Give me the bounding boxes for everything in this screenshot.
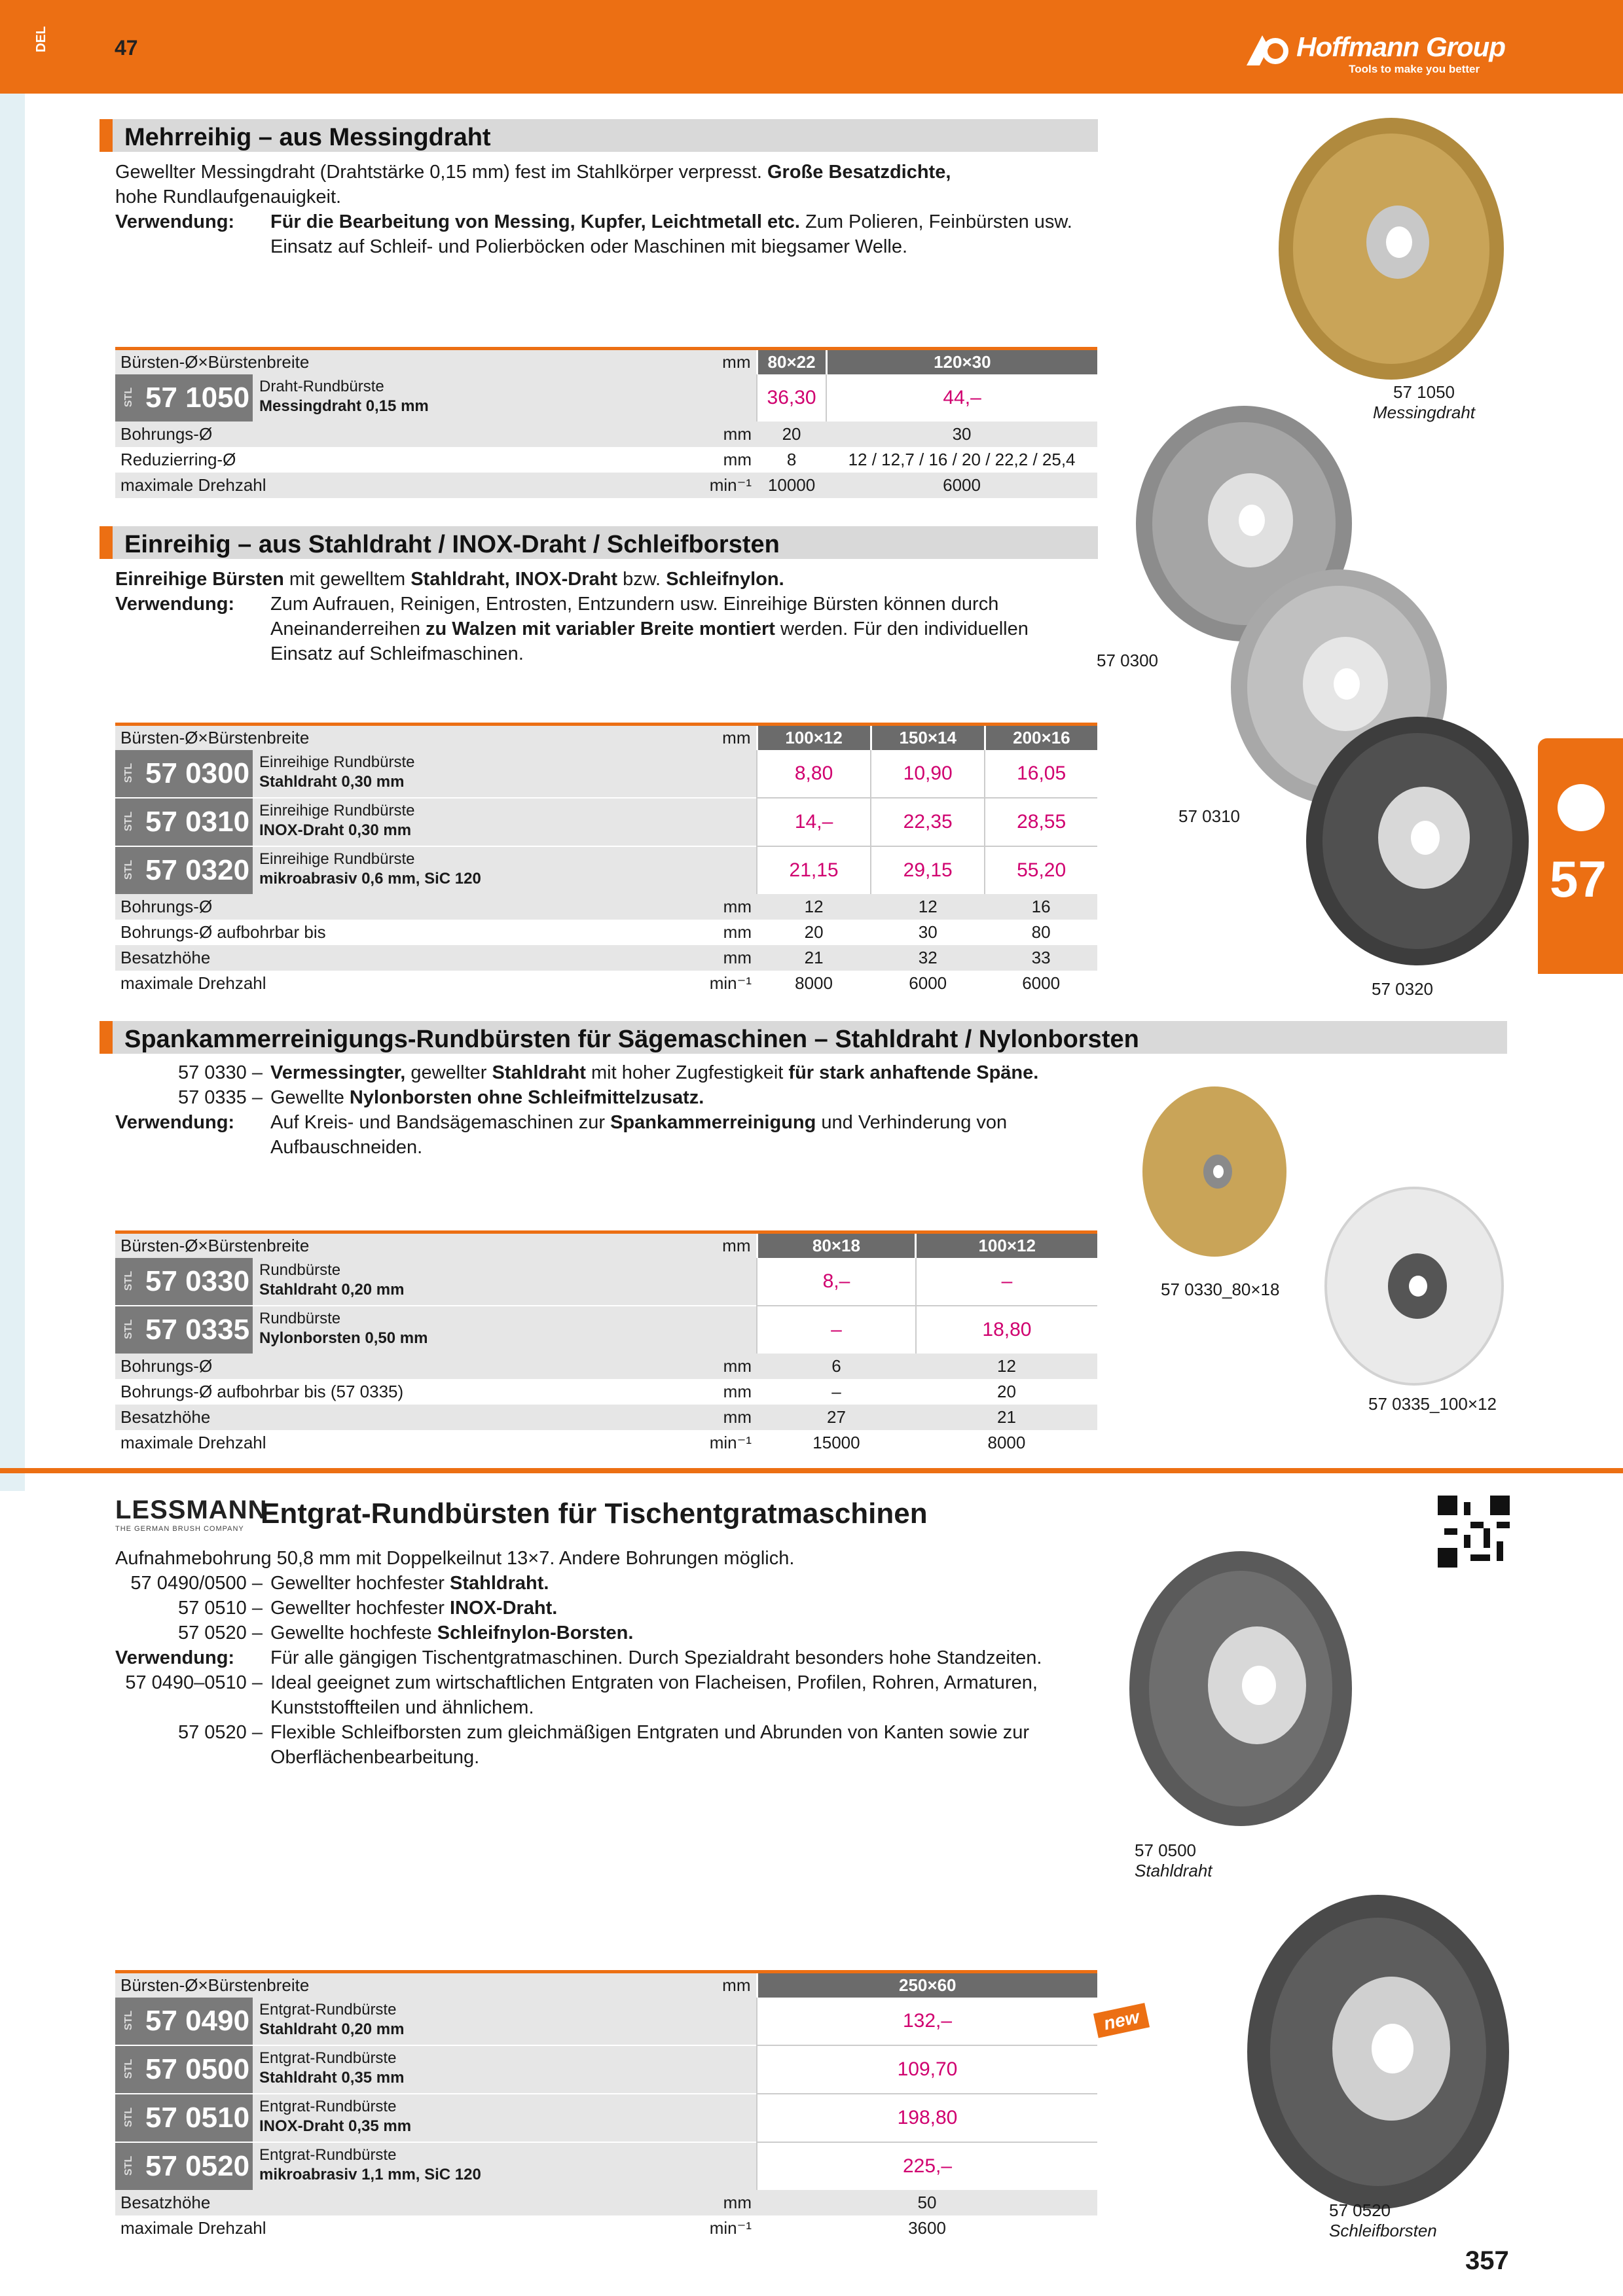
row-value: 12 — [757, 894, 871, 920]
product-image-brass-wheel — [1273, 111, 1509, 386]
price: 28,55 — [985, 798, 1097, 846]
row-unit: mm — [685, 447, 757, 473]
row-value: 21 — [916, 1405, 1097, 1430]
caption-code: 57 0500 — [1135, 1840, 1196, 1860]
product-type: Entgrat-Rundbürste — [259, 2049, 397, 2067]
product-description — [253, 2094, 418, 2142]
desc-text: Gewellter hochfester — [270, 1598, 450, 1619]
size-header: 100×12 — [916, 1232, 1097, 1258]
item-code: 57 0330 – — [177, 1062, 263, 1083]
table-head-unit: mm — [685, 349, 757, 374]
row-value: 12 — [871, 894, 985, 920]
brand-tagline: Tools to make you better — [1349, 63, 1480, 75]
logo-mark-icon — [1243, 31, 1290, 68]
table-head-label: Bürsten-Ø×Bürstenbreite — [115, 349, 685, 374]
page-top-number: 47 — [115, 36, 138, 60]
usage-text: Auf Kreis- und Bandsägemaschinen zur — [270, 1112, 611, 1133]
product-material: Stahldraht 0,35 mm — [259, 2068, 405, 2087]
row-unit: mm — [685, 2190, 757, 2215]
usage-text: Einsatz auf Schleif- und Polierböcken oder Maschinen mit biegsamer Welle. — [270, 236, 908, 257]
desc-bold: INOX-Draht. — [450, 1598, 558, 1619]
heading-accent — [100, 1021, 113, 1054]
product-cell — [115, 374, 757, 422]
stl-label: STL — [123, 387, 135, 407]
row-label: maximale Drehzahl — [115, 2215, 685, 2241]
stl-label: STL — [123, 762, 135, 783]
size-header: 120×30 — [826, 349, 1097, 374]
product-material: INOX-Draht 0,35 mm — [259, 2117, 412, 2135]
row-unit: min⁻¹ — [685, 971, 757, 996]
product-material: Nylonborsten 0,50 mm — [259, 1329, 428, 1347]
product-type: Draht-Rundbürste — [259, 377, 384, 395]
usage-text: Für alle gängigen Tischentgratmaschinen. Durch Spezialdraht besonders hohe Standzeiten. — [270, 1647, 1042, 1668]
size-header: 250×60 — [757, 1972, 1097, 1998]
desc-bold: Stahldraht, INOX-Draht — [410, 569, 618, 590]
row-label: Bohrungs-Ø — [115, 894, 685, 920]
price: 10,90 — [871, 750, 985, 798]
spec-table — [115, 1970, 1097, 2241]
product-description — [253, 847, 488, 894]
desc-text: gewellter — [405, 1062, 492, 1083]
row-value: 20 — [757, 422, 826, 447]
article-text: 57 0330 — [145, 1265, 250, 1297]
article-number[interactable] — [115, 1258, 253, 1305]
product-type: Rundbürste — [259, 1261, 341, 1279]
product-cell — [115, 798, 757, 846]
usage-text: Kunststoffteilen und ähnlichem. — [270, 1697, 534, 1718]
image-caption: 57 0300 — [1097, 651, 1158, 670]
price: 36,30 — [757, 374, 826, 422]
price: 22,35 — [871, 798, 985, 846]
spec-table — [115, 1230, 1097, 1456]
product-type: Entgrat-Rundbürste — [259, 2000, 397, 2018]
article-number[interactable] — [115, 798, 253, 846]
article-number[interactable] — [115, 374, 253, 422]
article-text: 57 0500 — [145, 2053, 250, 2085]
desc-text: Gewellte hochfeste — [270, 1623, 437, 1643]
row-unit: mm — [685, 1405, 757, 1430]
image-caption: 57 0335_100×12 — [1368, 1394, 1497, 1414]
section-divider — [0, 1468, 1623, 1473]
row-value: 27 — [757, 1405, 916, 1430]
product-description — [253, 374, 435, 422]
section-title: Entgrat-Rundbürsten für Tischentgratmaschinen — [261, 1498, 928, 1530]
row-label: maximale Drehzahl — [115, 473, 685, 498]
spec-table — [115, 723, 1097, 996]
desc-bold: für stark anhaftende Späne. — [788, 1062, 1039, 1083]
product-type: Entgrat-Rundbürste — [259, 2097, 397, 2115]
heading-accent — [100, 526, 113, 559]
row-unit: mm — [685, 920, 757, 945]
product-material: Messingdraht 0,15 mm — [259, 397, 429, 415]
article-number[interactable] — [115, 1306, 253, 1354]
product-type: Einreihige Rundbürste — [259, 850, 415, 868]
article-text: 57 0310 — [145, 805, 250, 838]
section-tab[interactable] — [1538, 738, 1623, 974]
product-cell — [115, 750, 757, 798]
product-cell — [115, 2094, 757, 2142]
row-unit: min⁻¹ — [685, 1430, 757, 1456]
row-value: 15000 — [757, 1430, 916, 1456]
desc-bold: Vermessingter, — [270, 1062, 406, 1083]
item-code: 57 0490/0500 – — [130, 1573, 263, 1594]
desc-bold: Nylonborsten ohne Schleifmittelzusatz. — [349, 1087, 704, 1108]
desc-text: Aufnahmebohrung 50,8 mm mit Doppelkeilnut 13×7. Andere Bohrungen möglich. — [115, 1548, 795, 1569]
image-caption — [1329, 2200, 1437, 2241]
product-description — [253, 1306, 434, 1354]
product-material: mikroabrasiv 1,1 mm, SiC 120 — [259, 2165, 481, 2183]
row-value: – — [757, 1379, 916, 1405]
stl-label: STL — [123, 2010, 135, 2030]
product-cell — [115, 1306, 757, 1354]
row-value: 20 — [757, 920, 871, 945]
product-image-single-row-wheels — [1123, 403, 1532, 978]
row-value: 20 — [916, 1379, 1097, 1405]
usage-bold: zu Walzen mit variabler Breite montiert — [426, 619, 775, 639]
article-number[interactable] — [115, 2094, 253, 2142]
section-title: Einreihig – aus Stahldraht / INOX-Draht / Schleifborsten — [124, 531, 780, 558]
usage-text: Aneinanderreihen — [270, 619, 426, 639]
size-header: 80×18 — [757, 1232, 916, 1258]
price: 8,– — [757, 1258, 916, 1306]
stl-label: STL — [123, 811, 135, 831]
product-material: Stahldraht 0,20 mm — [259, 1280, 405, 1299]
saw-blade-icon — [1558, 784, 1605, 831]
product-type: Rundbürste — [259, 1309, 341, 1327]
row-unit: mm — [685, 1354, 757, 1379]
stl-label: STL — [123, 2058, 135, 2079]
row-value: 50 — [757, 2190, 1097, 2215]
product-material: INOX-Draht 0,30 mm — [259, 821, 412, 839]
desc-bold: Große Besatzdichte, — [767, 162, 951, 183]
desc-text: mit gewelltem — [283, 569, 411, 590]
row-value: 80 — [985, 920, 1097, 945]
caption-code: 57 0520 — [1329, 2200, 1391, 2220]
product-cell — [115, 846, 757, 894]
lessmann-sub: THE GERMAN BRUSH COMPANY — [115, 1525, 244, 1533]
table-head-unit: mm — [685, 1232, 757, 1258]
product-description — [253, 750, 421, 797]
usage-text: werden. Für den individuellen — [775, 619, 1029, 639]
image-caption: 57 0320 — [1372, 979, 1433, 999]
product-cell — [115, 2142, 757, 2190]
usage-text: Zum Aufrauen, Reinigen, Entrosten, Entzundern usw. Einreihige Bürsten können durch — [270, 594, 999, 615]
product-description — [253, 2143, 488, 2190]
table-head-label: Bürsten-Ø×Bürstenbreite — [115, 1972, 685, 1998]
usage-label: Verwendung: — [115, 1647, 235, 1668]
article-number[interactable] — [115, 2143, 253, 2190]
article-text: 57 1050 — [145, 381, 250, 414]
desc-bold: Einreihige Bürsten — [115, 569, 284, 590]
product-type: Entgrat-Rundbürste — [259, 2145, 397, 2164]
section-description — [115, 1546, 1110, 1770]
desc-bold: Schleifnylon. — [666, 569, 784, 590]
row-unit: min⁻¹ — [685, 2215, 757, 2241]
price: 16,05 — [985, 750, 1097, 798]
row-label: Bohrungs-Ø — [115, 1354, 685, 1379]
product-description — [253, 798, 421, 846]
caption-code: 57 1050 — [1393, 382, 1455, 402]
product-description — [253, 1258, 410, 1305]
product-cell — [115, 2045, 757, 2094]
row-label: maximale Drehzahl — [115, 1430, 685, 1456]
usage-text: und Verhinderung von — [816, 1112, 1008, 1133]
usage-label: Verwendung: — [115, 211, 235, 232]
caption-name: Stahldraht — [1135, 1861, 1213, 1880]
row-value: 3600 — [757, 2215, 1097, 2241]
stl-label: STL — [123, 859, 135, 880]
article-number[interactable] — [115, 750, 253, 797]
price: 55,20 — [985, 846, 1097, 894]
table-head-unit: mm — [685, 725, 757, 750]
price: 132,– — [757, 1998, 1097, 2045]
article-number[interactable] — [115, 2046, 253, 2093]
product-material: Stahldraht 0,30 mm — [259, 772, 405, 791]
desc-text: bzw. — [617, 569, 666, 590]
row-value: 10000 — [757, 473, 826, 498]
product-type: Einreihige Rundbürste — [259, 753, 415, 771]
section-title: Spankammerreinigungs-Rundbürsten für Sägemaschinen – Stahldraht / Nylonborsten — [124, 1026, 1139, 1053]
product-image-chip-brushes — [1136, 1073, 1509, 1401]
price: 44,– — [826, 374, 1097, 422]
article-text: 57 0335 — [145, 1313, 250, 1346]
price: – — [757, 1306, 916, 1354]
row-value: 21 — [757, 945, 871, 971]
product-description — [253, 2046, 410, 2093]
page-number: 357 — [1465, 2246, 1509, 2275]
table-head-unit: mm — [685, 1972, 757, 1998]
section-heading — [100, 119, 1098, 152]
usage-label: Verwendung: — [115, 1112, 235, 1133]
row-label: maximale Drehzahl — [115, 971, 685, 996]
spec-table — [115, 347, 1097, 498]
row-label: Besatzhöhe — [115, 945, 685, 971]
lessmann-brand: LESSMANN — [115, 1496, 268, 1524]
row-value: 12 — [916, 1354, 1097, 1379]
product-cell — [115, 1998, 757, 2045]
size-header: 100×12 — [757, 725, 871, 750]
row-unit: mm — [685, 422, 757, 447]
row-value: 30 — [871, 920, 985, 945]
row-value: 30 — [826, 422, 1097, 447]
usage-text: Ideal geeignet zum wirtschaftlichen Entgraten von Flacheisen, Profilen, Rohren, Armaturen, — [270, 1672, 1038, 1693]
article-text: 57 0320 — [145, 853, 250, 886]
item-code: 57 0520 – — [177, 1623, 263, 1643]
row-label: Bohrungs-Ø aufbohrbar bis (57 0335) — [115, 1379, 685, 1405]
product-material: Stahldraht 0,20 mm — [259, 2020, 405, 2038]
row-value: 6000 — [826, 473, 1097, 498]
brand-name: Hoffmann Group — [1296, 31, 1505, 62]
price: 8,80 — [757, 750, 871, 798]
usage-text: Flexible Schleifborsten zum gleichmäßigen Entgraten und Abrunden von Kanten sowie zur — [270, 1722, 1030, 1743]
stl-label: STL — [123, 1270, 135, 1291]
stl-label: STL — [123, 2107, 135, 2127]
row-value: 16 — [985, 894, 1097, 920]
product-type: Einreihige Rundbürste — [259, 801, 415, 819]
article-number[interactable] — [115, 847, 253, 894]
item-code: 57 0520 – — [177, 1722, 263, 1743]
article-text: 57 0300 — [145, 757, 250, 789]
size-header: 150×14 — [871, 725, 985, 750]
price: 225,– — [757, 2142, 1097, 2190]
article-text: 57 0510 — [145, 2101, 250, 2134]
table-head-label: Bürsten-Ø×Bürstenbreite — [115, 725, 685, 750]
stl-label: STL — [123, 2155, 135, 2176]
usage-label: Verwendung: — [115, 594, 235, 615]
section-title: Mehrreihig – aus Messingdraht — [124, 124, 491, 151]
row-label: Bohrungs-Ø — [115, 422, 685, 447]
desc-bold: Stahldraht. — [450, 1573, 549, 1594]
price: 18,80 — [916, 1306, 1097, 1354]
item-code: 57 0490–0510 – — [125, 1672, 263, 1693]
price: 109,70 — [757, 2045, 1097, 2094]
row-value: 8 — [757, 447, 826, 473]
section-description — [115, 1060, 1110, 1160]
row-value: 6 — [757, 1354, 916, 1379]
product-material: mikroabrasiv 0,6 mm, SiC 120 — [259, 869, 481, 888]
price: 21,15 — [757, 846, 871, 894]
desc-text: hohe Rundlaufgenauigkeit. — [115, 187, 342, 207]
row-unit: min⁻¹ — [685, 473, 757, 498]
article-number[interactable] — [115, 1998, 253, 2045]
section-heading — [100, 526, 1098, 559]
row-unit: mm — [685, 894, 757, 920]
row-label: Bohrungs-Ø aufbohrbar bis — [115, 920, 685, 945]
item-code: 57 0510 – — [177, 1598, 263, 1619]
desc-text: Gewellte — [270, 1087, 350, 1108]
item-code: 57 0335 – — [177, 1087, 263, 1108]
row-value: 6000 — [871, 971, 985, 996]
desc-text: Gewellter hochfester — [270, 1573, 450, 1594]
row-value: 8000 — [916, 1430, 1097, 1456]
image-caption — [1135, 1840, 1213, 1881]
product-cell — [115, 1258, 757, 1306]
row-value: 6000 — [985, 971, 1097, 996]
product-description — [253, 1998, 410, 2045]
usage-bold: Für die Bearbeitung von Messing, Kupfer, Leichtmetall etc. — [270, 211, 800, 232]
side-tag: DEL — [34, 26, 48, 52]
section-description — [115, 567, 1097, 666]
usage-bold: Spankammerreinigung — [610, 1112, 816, 1133]
usage-text: Einsatz auf Schleifmaschinen. — [270, 643, 524, 664]
size-header: 200×16 — [985, 725, 1097, 750]
article-text: 57 0490 — [145, 2004, 250, 2037]
desc-text: mit hoher Zugfestigkeit — [585, 1062, 789, 1083]
hoffmann-logo — [1296, 31, 1505, 76]
article-text: 57 0520 — [145, 2149, 250, 2182]
row-unit: mm — [685, 1379, 757, 1405]
usage-text: Oberflächenbearbeitung. — [270, 1747, 480, 1768]
row-label: Reduzierring-Ø — [115, 447, 685, 473]
row-unit: mm — [685, 945, 757, 971]
section-number: 57 — [1550, 850, 1607, 908]
caption-name: Messingdraht — [1372, 403, 1476, 422]
table-head-label: Bürsten-Ø×Bürstenbreite — [115, 1232, 685, 1258]
price: 29,15 — [871, 846, 985, 894]
lessmann-logo — [115, 1496, 267, 1533]
usage-text: Aufbauschneiden. — [270, 1137, 423, 1158]
section-heading — [100, 1021, 1507, 1054]
image-caption: 57 0310 — [1178, 806, 1240, 826]
row-label: Besatzhöhe — [115, 1405, 685, 1430]
row-value: 12 / 12,7 / 16 / 20 / 22,2 / 25,4 — [826, 447, 1097, 473]
new-badge: new — [1093, 2003, 1150, 2038]
size-header: 80×22 — [757, 349, 826, 374]
row-label: Besatzhöhe — [115, 2190, 685, 2215]
row-value: 8000 — [757, 971, 871, 996]
desc-text: Gewellter Messingdraht (Drahtstärke 0,15 mm) fest im Stahlkörper verpresst. — [115, 162, 767, 183]
caption-name: Schleifborsten — [1329, 2221, 1437, 2240]
desc-bold: Schleifnylon-Borsten. — [437, 1623, 634, 1643]
stl-label: STL — [123, 1319, 135, 1339]
price: – — [916, 1258, 1097, 1306]
image-caption: 57 0330_80×18 — [1161, 1280, 1280, 1299]
heading-accent — [100, 119, 113, 152]
sidebar-strip — [0, 94, 25, 1491]
price: 198,80 — [757, 2094, 1097, 2142]
desc-bold: Stahldraht — [492, 1062, 586, 1083]
row-value: 33 — [985, 945, 1097, 971]
price: 14,– — [757, 798, 871, 846]
section-description — [115, 160, 1097, 259]
usage-text: Zum Polieren, Feinbürsten usw. — [799, 211, 1072, 232]
row-value: 32 — [871, 945, 985, 971]
